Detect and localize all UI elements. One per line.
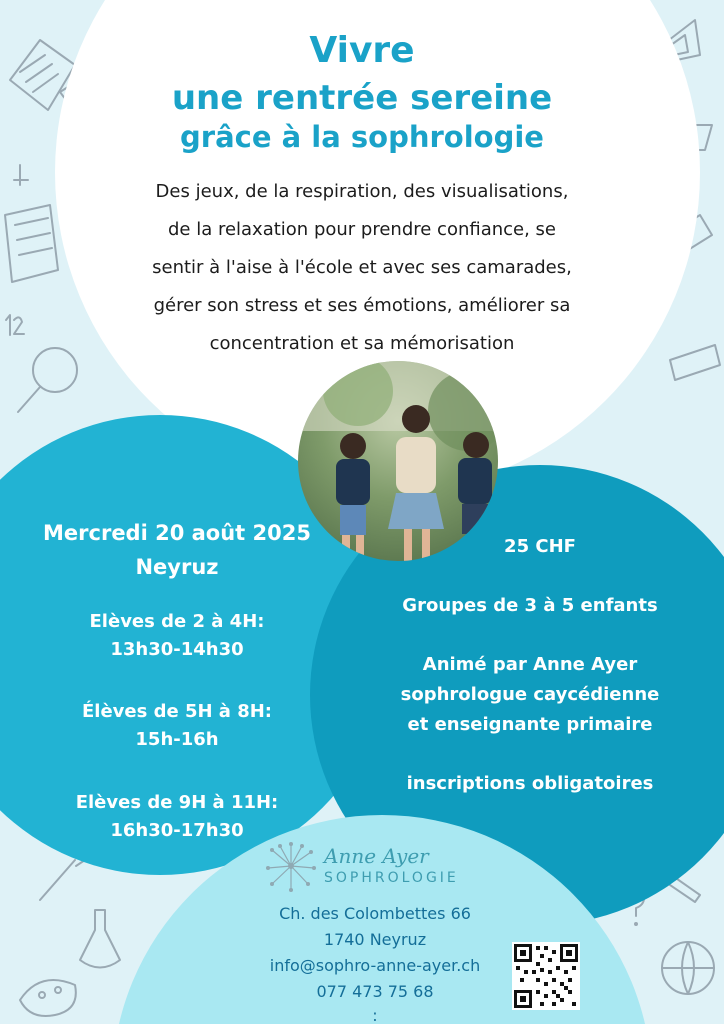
palette-icon [20,980,76,1016]
registration-note: inscriptions obligatoires [406,773,654,794]
session-time: 15h-16h [135,729,219,750]
animator-info [300,650,724,740]
poster-title-line-2: une rentrée sereine [171,78,553,118]
qr-code[interactable] [512,942,580,1010]
contact-city: 1740 Neyruz [323,930,427,949]
contact-phone[interactable]: 077 473 75 68 [316,982,434,1001]
logo-name: Anne Ayer [324,844,429,868]
logo-subtitle: SOPHROLOGIE [324,870,459,886]
notebook-icon [5,205,58,282]
animator-line: et enseignante primaire [407,714,653,735]
contact-email[interactable]: info@sophro-anne-ayer.ch [269,956,481,975]
event-place: Neyruz [135,555,219,579]
sophrologie-logo [262,838,482,898]
intro-text [110,173,614,363]
session-group: Elèves de 2 à 4H: [89,611,265,632]
price: 25 CHF [504,536,576,557]
contact-address: Ch. des Colombettes 66 [279,904,471,923]
session-time: 13h30-14h30 [110,639,244,660]
session-time: 16h30-17h30 [110,820,244,841]
intro-line: de la relaxation pour prendre confiance, se [167,219,557,240]
animator-line: Animé par Anne Ayer [422,654,638,675]
session-group: Élèves de 5H à 8H: [81,701,272,722]
session-group: Elèves de 9H à 11H: [75,792,279,813]
intro-line: concentration et sa mémorisation [209,333,515,354]
poster-title-line-3: grâce à la sophrologie [180,120,544,154]
globe-icon [662,942,714,994]
animator-line: sophrologue caycédienne [400,684,660,705]
intro-line: sentir à l'aise à l'école et avec ses camarades, [152,257,572,278]
poster-title-line-1: Vivre [309,30,415,71]
intro-line: Des jeux, de la respiration, des visualisations, [155,181,569,202]
group-size: Groupes de 3 à 5 enfants [402,595,658,616]
event-date: Mercredi 20 août 2025 [43,521,311,545]
intro-line: gérer son stress et ses émotions, améliorer sa [153,295,571,316]
dandelion-icon [262,838,320,894]
contact-trailing: : [372,1006,378,1024]
magnifier-icon [18,348,77,412]
flask-icon [80,910,120,968]
